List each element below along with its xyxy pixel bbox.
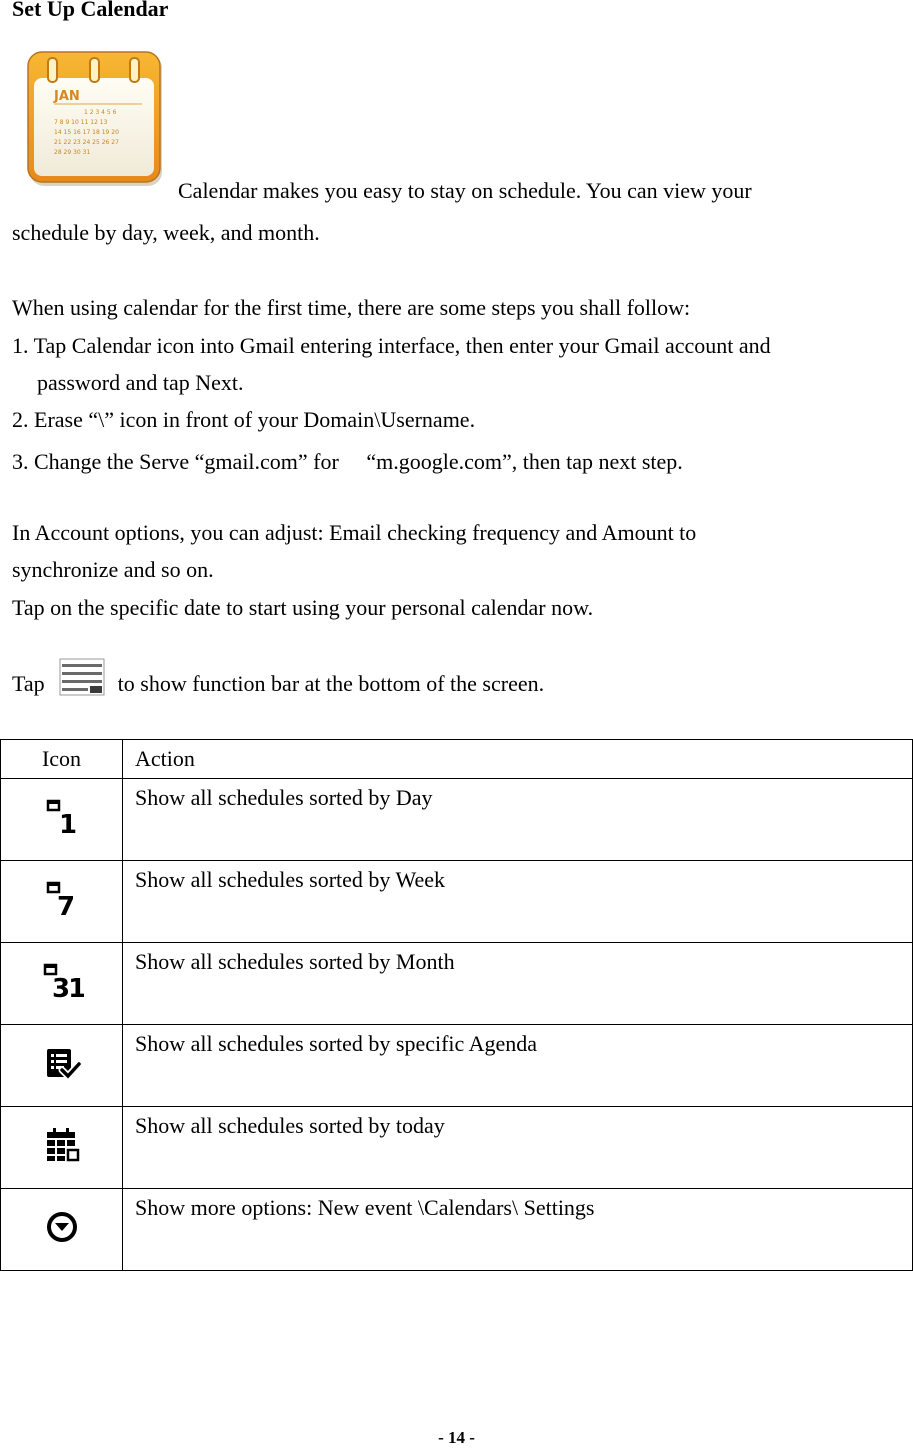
table-row [1,1189,913,1271]
account-line-2: synchronize and so on. [12,557,214,582]
account-line-3: Tap on the specific date to start using your personal calendar now. [12,595,594,620]
table-row [1,779,913,861]
intro-line-1: Calendar makes you easy to stay on schedule. You can view your [178,178,752,203]
action-cell: Show more options: New event \Calendars\ Settings [123,1189,913,1271]
header-action: Action [123,740,913,779]
step-1: 1. Tap Calendar icon into Gmail entering interface, then enter your Gmail account and [12,333,771,358]
table-row [1,943,913,1025]
svg-text:21 22 23 24 25 26 27: 21 22 23 24 25 26 27 [54,139,119,146]
app-icon-month-label: JAN [54,89,80,104]
month-view-icon [40,961,84,1001]
week-glyph: 7 [56,892,75,919]
step-2: 2. Erase “\” icon in front of your Domain\Username. [12,407,476,432]
table-row [1,1107,913,1189]
table-row [1,861,913,943]
header-icon: Icon [1,740,123,779]
table-row [1,1025,913,1107]
tap-after: to show function bar at the bottom of the screen. [117,671,545,696]
page-number: - 14 - [438,1428,475,1447]
step-1-continued: password and tap Next. [37,370,244,395]
account-line-1: In Account options, you can adjust: Email checking frequency and Amount to [12,520,697,545]
step-3: 3. Change the Serve “gmail.com” for “m.google.com”, then tap next step. [12,449,683,474]
day-glyph: 1 [58,810,77,837]
calendar-app-icon [24,48,166,190]
action-cell: Show all schedules sorted by Month [123,943,913,1025]
page-title: Set Up Calendar [12,0,169,21]
table-header-row [1,740,913,779]
action-cell: Show all schedules sorted by specific Agenda [123,1025,913,1107]
agenda-icon [42,1043,82,1083]
action-cell: Show all schedules sorted by Day [123,779,913,861]
svg-text:14 15 16 17 18 19 20: 14 15 16 17 18 19 20 [54,129,119,136]
more-options-icon [42,1207,82,1247]
menu-icon [58,657,106,697]
svg-text:28 29 30 31: 28 29 30 31 [54,149,91,156]
tap-line [12,657,544,697]
month-glyph: 31 [51,974,84,1001]
svg-text:7 8 9 10 11 12 13: 7 8 9 10 11 12 13 [54,119,108,126]
action-cell: Show all schedules sorted by Week [123,861,913,943]
today-icon [42,1125,82,1165]
day-view-icon [42,797,82,837]
action-cell: Show all schedules sorted by today [123,1107,913,1189]
week-view-icon [42,879,82,919]
tap-before: Tap [12,671,45,696]
icon-action-table [0,739,913,1271]
svg-text:1 2 3 4 5 6: 1 2 3 4 5 6 [84,109,117,116]
intro-line-2: schedule by day, week, and month. [12,220,320,245]
steps-lead: When using calendar for the first time, there are some steps you shall follow: [12,295,691,320]
